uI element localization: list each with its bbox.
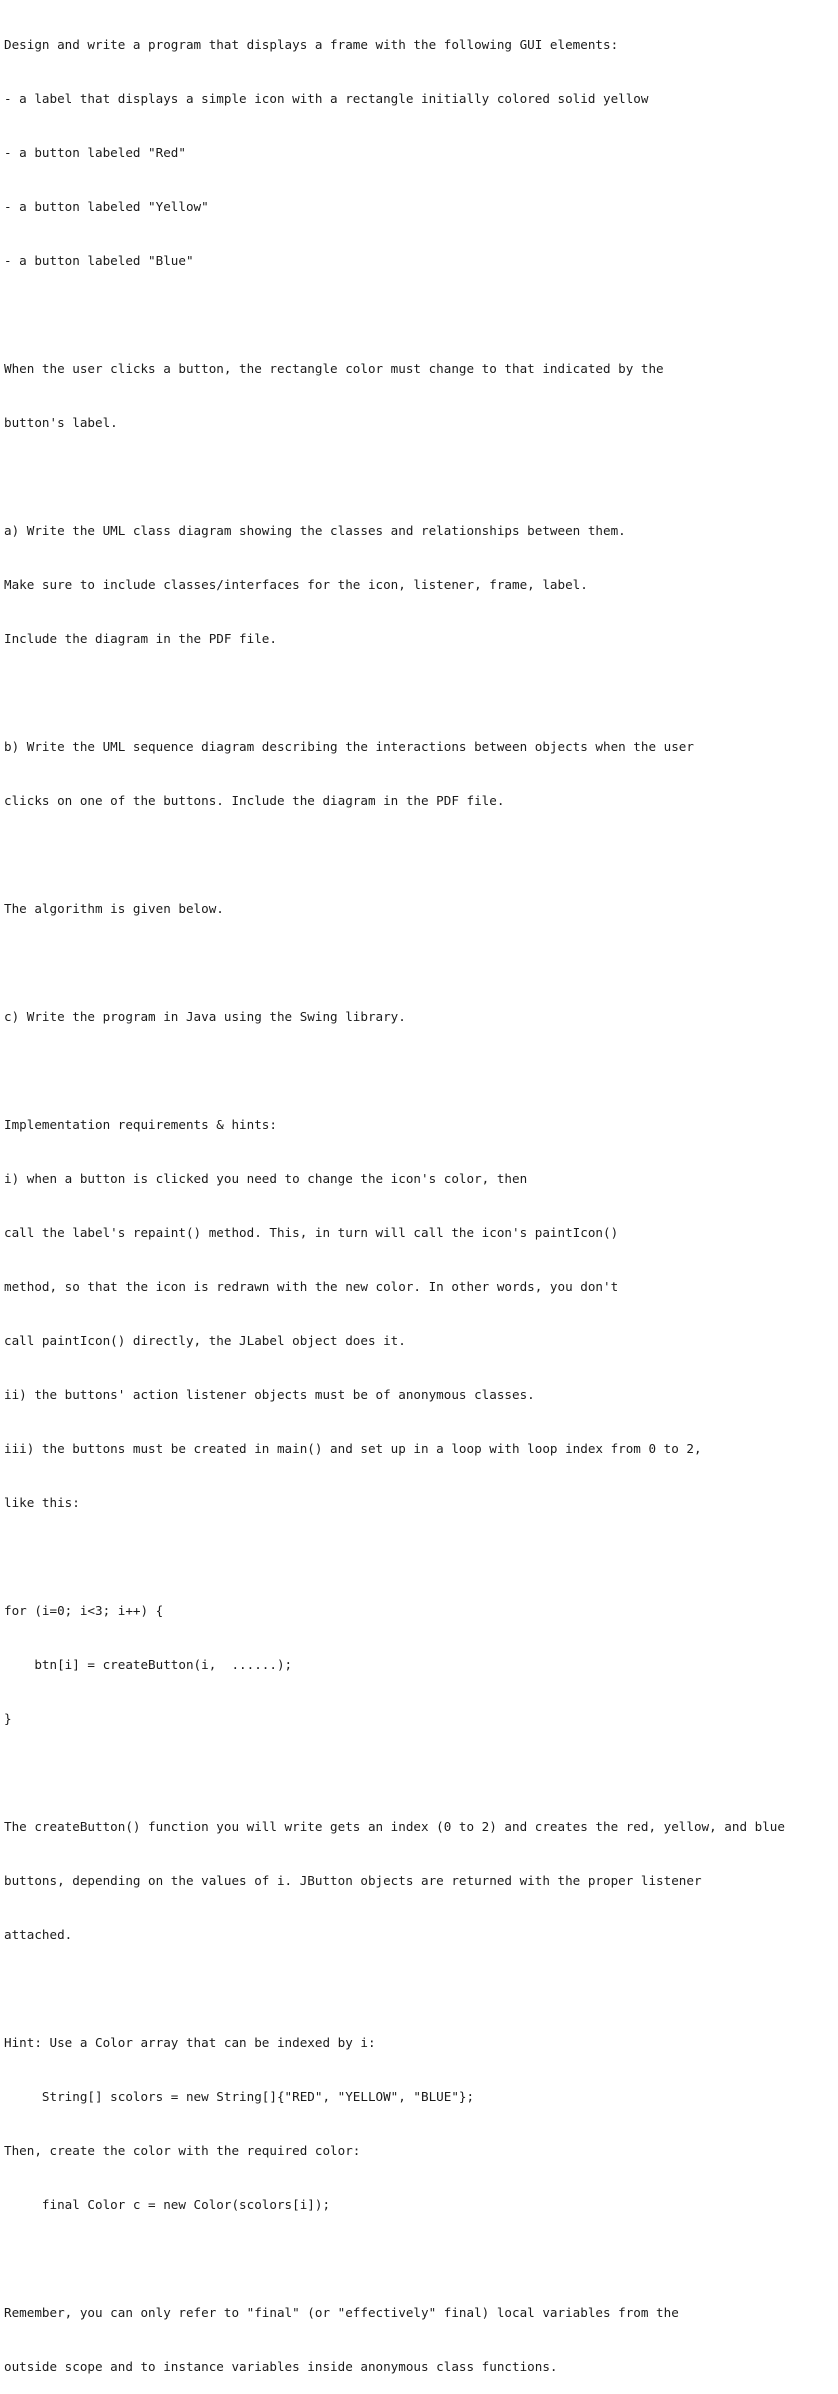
text-line: buttons, depending on the values of i. JButton objects are returned with the proper listener [4,1873,702,1888]
text-line: iii) the buttons must be created in main() and set up in a loop with loop index from 0 to 2, [4,1441,702,1456]
blank-line [4,1062,836,1080]
text-line: ii) the buttons' action listener objects must be of anonymous classes. [4,1387,535,1402]
text-line: outside scope and to instance variables inside anonymous class functions. [4,2359,558,2374]
blank-line [4,846,836,864]
text-line: clicks on one of the buttons. Include the diagram in the PDF file. [4,793,505,808]
blank-line [4,2250,836,2268]
text-line: like this: [4,1495,80,1510]
text-line: Design and write a program that displays a frame with the following GUI elements: [4,37,619,52]
text-line: Include the diagram in the PDF file. [4,631,277,646]
text-line: - a label that displays a simple icon with a rectangle initially colored solid yellow [4,91,649,106]
blank-line [4,1548,836,1566]
code-line: for (i=0; i<3; i++) { [4,1603,164,1618]
text-line: Remember, you can only refer to "final" (or "effectively" final) local variables from the [4,2305,679,2320]
text-line: button's label. [4,415,118,430]
text-line: attached. [4,1927,73,1942]
code-line: btn[i] = createButton(i, ......); [4,1657,293,1672]
text-line: The algorithm is given below. [4,901,224,916]
blank-line [4,306,836,324]
text-line: c) Write the program in Java using the Swing library. [4,1009,406,1024]
text-line: - a button labeled "Blue" [4,253,194,268]
text-line: b) Write the UML sequence diagram describing the interactions between objects when the user [4,739,694,754]
code-line: } [4,1711,12,1726]
blank-line [4,954,836,972]
code-line: final Color c = new Color(scolors[i]); [4,2197,331,2212]
blank-line [4,1764,836,1782]
text-line: i) when a button is clicked you need to change the icon's color, then [4,1171,528,1186]
assignment-text [4,0,836,2394]
text-line: Then, create the color with the required color: [4,2143,361,2158]
blank-line [4,684,836,702]
text-line: Hint: Use a Color array that can be indexed by i: [4,2035,376,2050]
text-line: The createButton() function you will write gets an index (0 to 2) and creates the red, yellow, and blue [4,1819,785,1834]
blank-line [4,468,836,486]
text-line: Implementation requirements & hints: [4,1117,277,1132]
text-line: call the label's repaint() method. This, in turn will call the icon's paintIcon() [4,1225,619,1240]
text-line: When the user clicks a button, the rectangle color must change to that indicated by the [4,361,664,376]
text-line: call paintIcon() directly, the JLabel object does it. [4,1333,406,1348]
blank-line [4,1980,836,1998]
text-line: a) Write the UML class diagram showing the classes and relationships between them. [4,523,626,538]
text-line: - a button labeled "Red" [4,145,186,160]
code-line: String[] scolors = new String[]{"RED", "YELLOW", "BLUE"}; [4,2089,475,2104]
text-line: method, so that the icon is redrawn with the new color. In other words, you don't [4,1279,619,1294]
text-line: - a button labeled "Yellow" [4,199,209,214]
text-line: Make sure to include classes/interfaces for the icon, listener, frame, label. [4,577,588,592]
